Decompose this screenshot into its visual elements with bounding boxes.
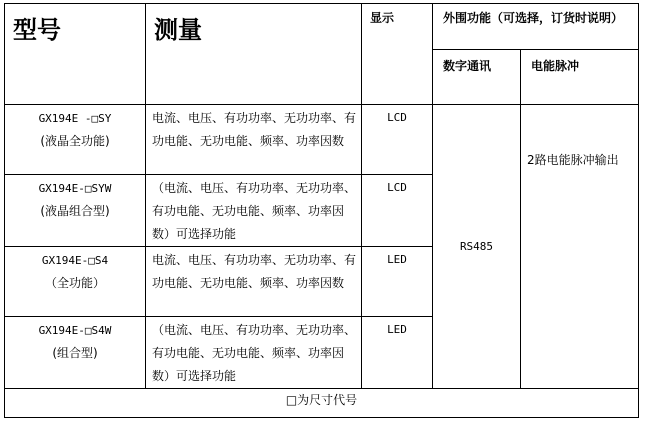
model-spec-table: [4, 3, 639, 418]
model-desc: (液晶全功能): [40, 134, 110, 148]
header-pulse: 电能脉冲: [521, 50, 639, 105]
model-desc: （全功能）: [44, 276, 105, 290]
pulse-cell: 2路电能脉冲输出: [521, 105, 639, 389]
model-code: GX194E-□S4: [41, 254, 109, 267]
display-cell: LCD: [362, 175, 433, 247]
footnote: □为尺寸代号: [5, 389, 639, 418]
table-row: [5, 105, 639, 175]
header-peripheral: 外围功能（可选择，订货时说明）: [433, 4, 639, 50]
model-cell: [5, 175, 146, 247]
measure-cell: （电流、电压、有功功率、无功功率、有功电能、无功电能、频率、功率因数）可选择功能: [146, 317, 362, 389]
model-code: GX194E-□SYW: [38, 182, 112, 195]
model-code: GX194E -□SY: [38, 112, 112, 125]
header-model: 型号: [5, 4, 146, 105]
model-cell: [5, 247, 146, 317]
display-cell: LED: [362, 317, 433, 389]
display-cell: LED: [362, 247, 433, 317]
measure-cell: 电流、电压、有功功率、无功功率、有功电能、无功电能、频率、功率因数: [146, 247, 362, 317]
model-desc: (组合型): [52, 346, 98, 360]
display-cell: LCD: [362, 105, 433, 175]
header-comm: 数字通讯: [433, 50, 521, 105]
model-cell: [5, 317, 146, 389]
comm-cell: RS485: [433, 105, 521, 389]
model-desc: (液晶组合型): [40, 204, 110, 218]
header-display: 显示: [362, 4, 433, 105]
header-measure: 测量: [146, 4, 362, 105]
model-cell: [5, 105, 146, 175]
measure-cell: （电流、电压、有功功率、无功功率、有功电能、无功电能、频率、功率因数）可选择功能: [146, 175, 362, 247]
measure-cell: 电流、电压、有功功率、无功功率、有功电能、无功电能、频率、功率因数: [146, 105, 362, 175]
model-code: GX194E-□S4W: [38, 324, 112, 337]
